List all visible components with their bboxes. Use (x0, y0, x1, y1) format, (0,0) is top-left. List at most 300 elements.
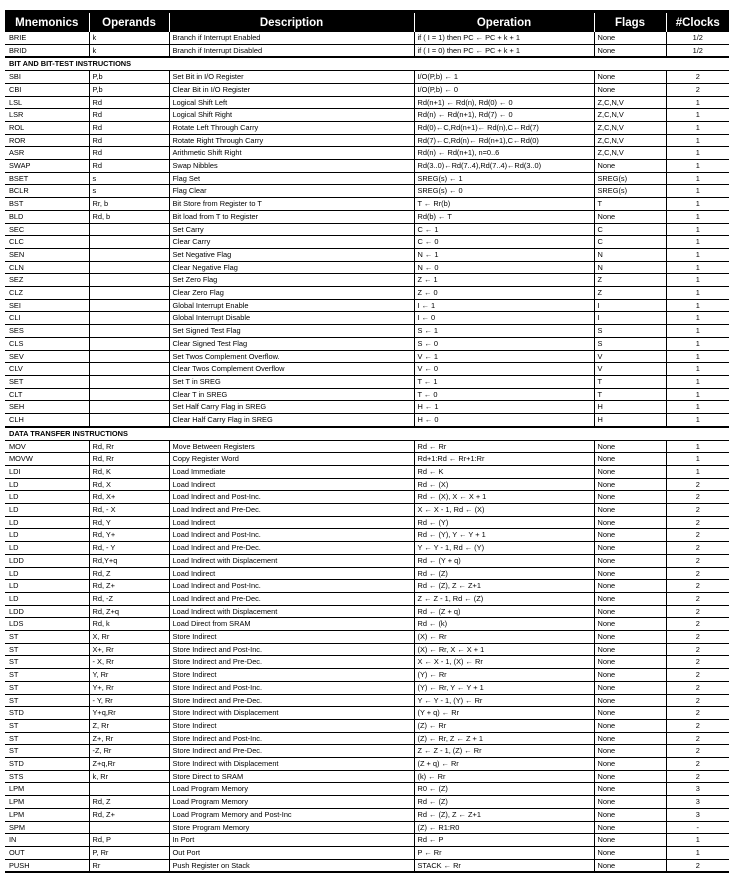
table-row (5, 388, 729, 401)
description-cell: Arithmetic Shift Right (169, 147, 414, 160)
flags-cell: None (594, 529, 666, 542)
table-row (5, 350, 729, 363)
flags-cell: None (594, 160, 666, 173)
flags-cell: None (594, 656, 666, 669)
operation-cell: (X) ← Rr, X ← X + 1 (414, 643, 594, 656)
flags-cell: None (594, 542, 666, 555)
flags-cell: None (594, 83, 666, 96)
operands-cell (89, 414, 169, 427)
operation-cell: Rd ← (Y), Y ← Y + 1 (414, 529, 594, 542)
table-row (5, 707, 729, 720)
operation-cell: (Z + q) ← Rr (414, 758, 594, 771)
flags-cell: I (594, 299, 666, 312)
clocks-cell: 1 (666, 388, 729, 401)
description-cell: Load Program Memory and Post-Inc (169, 808, 414, 821)
operation-cell: I/O(P,b) ← 0 (414, 83, 594, 96)
operands-cell: s (89, 172, 169, 185)
operands-cell: Rd (89, 121, 169, 134)
description-cell: Store Indirect (169, 669, 414, 682)
flags-cell: None (594, 631, 666, 644)
description-cell: Store Direct to SRAM (169, 770, 414, 783)
operation-cell: I ← 0 (414, 312, 594, 325)
flags-cell: None (594, 478, 666, 491)
table-row (5, 172, 729, 185)
mnemonic-cell: SWAP (5, 160, 89, 173)
description-cell: Clear Bit in I/O Register (169, 83, 414, 96)
description-cell: Store Indirect with Displacement (169, 707, 414, 720)
description-cell: Clear Zero Flag (169, 287, 414, 300)
operation-cell: (Z) ← Rr, Z ← Z + 1 (414, 732, 594, 745)
description-cell: Load Indirect and Pre-Dec. (169, 504, 414, 517)
description-cell: Logical Shift Right (169, 109, 414, 122)
operands-cell (89, 299, 169, 312)
mnemonic-cell: ASR (5, 147, 89, 160)
clocks-cell: 1 (666, 210, 729, 223)
operands-cell (89, 821, 169, 834)
operation-cell: S ← 1 (414, 325, 594, 338)
mnemonic-cell: CLC (5, 236, 89, 249)
operands-cell: Rd, -Z (89, 592, 169, 605)
description-cell: Logical Shift Left (169, 96, 414, 109)
table-row (5, 618, 729, 631)
mnemonic-cell: ST (5, 745, 89, 758)
description-cell: Store Indirect and Pre-Dec. (169, 694, 414, 707)
flags-cell: Z (594, 274, 666, 287)
operation-cell: (k) ← Rr (414, 770, 594, 783)
table-row (5, 109, 729, 122)
description-cell: Flag Set (169, 172, 414, 185)
table-row (5, 375, 729, 388)
table-row (5, 185, 729, 198)
table-row (5, 834, 729, 847)
clocks-cell: 1 (666, 363, 729, 376)
clocks-cell: 2 (666, 669, 729, 682)
mnemonic-cell: LD (5, 491, 89, 504)
description-cell: Set Negative Flag (169, 248, 414, 261)
table-row (5, 414, 729, 427)
description-cell: Clear Twos Complement Overflow (169, 363, 414, 376)
description-cell: Set Bit in I/O Register (169, 71, 414, 84)
description-cell: Store Indirect and Post-Inc. (169, 681, 414, 694)
operation-cell: T ← Rr(b) (414, 198, 594, 211)
mnemonic-cell: STD (5, 707, 89, 720)
clocks-cell: 3 (666, 783, 729, 796)
clocks-cell: 1 (666, 453, 729, 466)
operands-cell: Z+q,Rr (89, 758, 169, 771)
description-cell: Load Indirect with Displacement (169, 605, 414, 618)
mnemonic-cell: ST (5, 732, 89, 745)
clocks-cell: 1 (666, 375, 729, 388)
table-row (5, 580, 729, 593)
operation-cell: Z ← 1 (414, 274, 594, 287)
flags-cell: None (594, 605, 666, 618)
header-description: Description (169, 12, 414, 33)
flags-cell: None (594, 210, 666, 223)
table-row (5, 32, 729, 44)
flags-cell: None (594, 32, 666, 44)
description-cell: Push Register on Stack (169, 859, 414, 872)
flags-cell: H (594, 414, 666, 427)
header-row (5, 12, 729, 33)
clocks-cell: 2 (666, 83, 729, 96)
clocks-cell: - (666, 821, 729, 834)
description-cell: Move Between Registers (169, 440, 414, 453)
operands-cell: k, Rr (89, 770, 169, 783)
operands-cell: -Z, Rr (89, 745, 169, 758)
flags-cell: None (594, 745, 666, 758)
operands-cell (89, 223, 169, 236)
flags-cell: None (594, 669, 666, 682)
flags-cell: None (594, 821, 666, 834)
mnemonic-cell: SEV (5, 350, 89, 363)
table-row (5, 363, 729, 376)
clocks-cell: 3 (666, 808, 729, 821)
mnemonic-cell: LPM (5, 783, 89, 796)
mnemonic-cell: SBI (5, 71, 89, 84)
description-cell: Set Twos Complement Overflow. (169, 350, 414, 363)
operands-cell: Rd, P (89, 834, 169, 847)
mnemonic-cell: CBI (5, 83, 89, 96)
operation-cell: P ← Rr (414, 847, 594, 860)
mnemonic-cell: OUT (5, 847, 89, 860)
flags-cell: None (594, 465, 666, 478)
flags-cell: None (594, 580, 666, 593)
operation-cell: Rd ← K (414, 465, 594, 478)
description-cell: Swap Nibbles (169, 160, 414, 173)
operation-cell: N ← 1 (414, 248, 594, 261)
table-row (5, 261, 729, 274)
operation-cell: Rd ← (X) (414, 478, 594, 491)
mnemonic-cell: BRIE (5, 32, 89, 44)
header-operation: Operation (414, 12, 594, 33)
flags-cell: None (594, 618, 666, 631)
table-row (5, 643, 729, 656)
operands-cell: Rd, Z (89, 796, 169, 809)
operands-cell (89, 388, 169, 401)
table-row (5, 198, 729, 211)
operands-cell (89, 287, 169, 300)
mnemonic-cell: SPM (5, 821, 89, 834)
description-cell: Out Port (169, 847, 414, 860)
operation-cell: Rd(3..0)←Rd(7..4),Rd(7..4)←Rd(3..0) (414, 160, 594, 173)
section-title: DATA TRANSFER INSTRUCTIONS (5, 427, 729, 440)
description-cell: Clear Signed Test Flag (169, 337, 414, 350)
flags-cell: None (594, 719, 666, 732)
table-row (5, 465, 729, 478)
header-operands: Operands (89, 12, 169, 33)
description-cell: Load Indirect and Pre-Dec. (169, 542, 414, 555)
operation-cell: I ← 1 (414, 299, 594, 312)
operation-cell: SREG(s) ← 1 (414, 172, 594, 185)
flags-cell: None (594, 453, 666, 466)
operation-cell: Rd ← (k) (414, 618, 594, 631)
mnemonic-cell: SEI (5, 299, 89, 312)
operation-cell: Rd ← (X), X ← X + 1 (414, 491, 594, 504)
description-cell: Load Indirect (169, 516, 414, 529)
clocks-cell: 2 (666, 656, 729, 669)
clocks-cell: 2 (666, 567, 729, 580)
table-row (5, 732, 729, 745)
flags-cell: None (594, 643, 666, 656)
instruction-set-table-container (5, 10, 729, 873)
description-cell: Branch if Interrupt Disabled (169, 44, 414, 57)
clocks-cell: 1 (666, 465, 729, 478)
table-row (5, 274, 729, 287)
clocks-cell: 1 (666, 147, 729, 160)
operands-cell: Rd, Z+ (89, 580, 169, 593)
flags-cell: None (594, 796, 666, 809)
description-cell: Load Indirect (169, 478, 414, 491)
operation-cell: H ← 1 (414, 401, 594, 414)
mnemonic-cell: SES (5, 325, 89, 338)
description-cell: Load Program Memory (169, 783, 414, 796)
clocks-cell: 2 (666, 631, 729, 644)
operands-cell (89, 261, 169, 274)
description-cell: Clear Negative Flag (169, 261, 414, 274)
description-cell: Global Interrupt Disable (169, 312, 414, 325)
clocks-cell: 2 (666, 592, 729, 605)
operands-cell (89, 363, 169, 376)
operation-cell: S ← 0 (414, 337, 594, 350)
header-mnemonics: Mnemonics (5, 12, 89, 33)
table-row (5, 592, 729, 605)
flags-cell: H (594, 401, 666, 414)
clocks-cell: 2 (666, 529, 729, 542)
operands-cell: Rr, b (89, 198, 169, 211)
operation-cell: Rd ← (Z) (414, 796, 594, 809)
table-row (5, 134, 729, 147)
table-row (5, 210, 729, 223)
description-cell: Bit load from T to Register (169, 210, 414, 223)
description-cell: In Port (169, 834, 414, 847)
operation-cell: Rd ← P (414, 834, 594, 847)
operands-cell (89, 337, 169, 350)
operation-cell: C ← 1 (414, 223, 594, 236)
table-row (5, 631, 729, 644)
operands-cell: Rd, - X (89, 504, 169, 517)
description-cell: Store Program Memory (169, 821, 414, 834)
operands-cell (89, 783, 169, 796)
operation-cell: N ← 0 (414, 261, 594, 274)
table-row (5, 758, 729, 771)
table-row (5, 567, 729, 580)
description-cell: Branch if Interrupt Enabled (169, 32, 414, 44)
operation-cell: Rd ← (Z + q) (414, 605, 594, 618)
clocks-cell: 1 (666, 401, 729, 414)
clocks-cell: 2 (666, 719, 729, 732)
mnemonic-cell: ROR (5, 134, 89, 147)
operation-cell: Rd ← (Y) (414, 516, 594, 529)
operation-cell: I/O(P,b) ← 1 (414, 71, 594, 84)
operation-cell: Rd(n+1) ← Rd(n), Rd(0) ← 0 (414, 96, 594, 109)
operands-cell: Rd (89, 147, 169, 160)
operands-cell: Rd, X+ (89, 491, 169, 504)
operation-cell: if ( I = 1) then PC ← PC + k + 1 (414, 32, 594, 44)
mnemonic-cell: BCLR (5, 185, 89, 198)
table-row (5, 440, 729, 453)
mnemonic-cell: SET (5, 375, 89, 388)
mnemonic-cell: IN (5, 834, 89, 847)
table-row (5, 554, 729, 567)
flags-cell: None (594, 859, 666, 872)
table-row (5, 453, 729, 466)
table-row (5, 516, 729, 529)
clocks-cell: 1 (666, 274, 729, 287)
description-cell: Copy Register Word (169, 453, 414, 466)
description-cell: Load Indirect and Pre-Dec. (169, 592, 414, 605)
mnemonic-cell: ST (5, 656, 89, 669)
description-cell: Set T in SREG (169, 375, 414, 388)
flags-cell: Z (594, 287, 666, 300)
mnemonic-cell: CLI (5, 312, 89, 325)
table-row (5, 287, 729, 300)
table-row (5, 542, 729, 555)
operands-cell: X, Rr (89, 631, 169, 644)
operation-cell: Rd+1:Rd ← Rr+1:Rr (414, 453, 594, 466)
operation-cell: T ← 1 (414, 375, 594, 388)
operation-cell: Rd ← (Z), Z ← Z+1 (414, 808, 594, 821)
table-row (5, 325, 729, 338)
description-cell: Clear Carry (169, 236, 414, 249)
clocks-cell: 1 (666, 248, 729, 261)
clocks-cell: 1 (666, 236, 729, 249)
description-cell: Clear Half Carry Flag in SREG (169, 414, 414, 427)
operands-cell: Rd (89, 160, 169, 173)
operands-cell: Y, Rr (89, 669, 169, 682)
operands-cell: Rd, Z (89, 567, 169, 580)
table-row (5, 44, 729, 57)
description-cell: Store Indirect (169, 631, 414, 644)
mnemonic-cell: LSR (5, 109, 89, 122)
mnemonic-cell: LDD (5, 554, 89, 567)
mnemonic-cell: LD (5, 542, 89, 555)
description-cell: Store Indirect (169, 719, 414, 732)
flags-cell: None (594, 554, 666, 567)
operands-cell: Rr (89, 859, 169, 872)
clocks-cell: 2 (666, 605, 729, 618)
operands-cell: Rd, Rr (89, 453, 169, 466)
flags-cell: None (594, 847, 666, 860)
operation-cell: Rd(n) ← Rd(n+1), Rd(7) ← 0 (414, 109, 594, 122)
flags-cell: C (594, 223, 666, 236)
mnemonic-cell: LD (5, 504, 89, 517)
operation-cell: if ( I = 0) then PC ← PC + k + 1 (414, 44, 594, 57)
operands-cell: Rd, Z+ (89, 808, 169, 821)
operands-cell: Rd (89, 96, 169, 109)
table-row (5, 783, 729, 796)
description-cell: Set Signed Test Flag (169, 325, 414, 338)
flags-cell: Z,C,N,V (594, 121, 666, 134)
mnemonic-cell: SEC (5, 223, 89, 236)
section-header-row (5, 57, 729, 70)
operands-cell: s (89, 185, 169, 198)
mnemonic-cell: LD (5, 529, 89, 542)
operation-cell: Z ← Z - 1, (Z) ← Rr (414, 745, 594, 758)
mnemonic-cell: CLH (5, 414, 89, 427)
flags-cell: T (594, 388, 666, 401)
operands-cell: Rd, Z+q (89, 605, 169, 618)
flags-cell: Z,C,N,V (594, 96, 666, 109)
clocks-cell: 2 (666, 478, 729, 491)
mnemonic-cell: SEZ (5, 274, 89, 287)
mnemonic-cell: CLV (5, 363, 89, 376)
description-cell: Set Carry (169, 223, 414, 236)
operation-cell: (X) ← Rr (414, 631, 594, 644)
operation-cell: Rd ← (Z), Z ← Z+1 (414, 580, 594, 593)
clocks-cell: 2 (666, 504, 729, 517)
table-row (5, 121, 729, 134)
operands-cell: Rd,Y+q (89, 554, 169, 567)
operands-cell: Rd, Y+ (89, 529, 169, 542)
clocks-cell: 2 (666, 542, 729, 555)
description-cell: Store Indirect and Pre-Dec. (169, 745, 414, 758)
table-row (5, 681, 729, 694)
mnemonic-cell: ST (5, 681, 89, 694)
mnemonic-cell: LPM (5, 796, 89, 809)
operation-cell: Y ← Y - 1, Rd ← (Y) (414, 542, 594, 555)
mnemonic-cell: SEH (5, 401, 89, 414)
table-row (5, 656, 729, 669)
mnemonic-cell: BST (5, 198, 89, 211)
description-cell: Load Indirect and Post-Inc. (169, 491, 414, 504)
mnemonic-cell: STS (5, 770, 89, 783)
description-cell: Set Half Carry Flag in SREG (169, 401, 414, 414)
mnemonic-cell: LD (5, 478, 89, 491)
description-cell: Store Indirect and Post-Inc. (169, 643, 414, 656)
table-row (5, 719, 729, 732)
mnemonic-cell: ST (5, 719, 89, 732)
operation-cell: STACK ← Rr (414, 859, 594, 872)
flags-cell: None (594, 504, 666, 517)
mnemonic-cell: BRID (5, 44, 89, 57)
operands-cell: k (89, 32, 169, 44)
description-cell: Load Indirect and Post-Inc. (169, 580, 414, 593)
table-row (5, 669, 729, 682)
mnemonic-cell: LD (5, 592, 89, 605)
flags-cell: None (594, 567, 666, 580)
table-row (5, 808, 729, 821)
operands-cell: Rd, k (89, 618, 169, 631)
operation-cell: Z ← 0 (414, 287, 594, 300)
flags-cell: None (594, 732, 666, 745)
operands-cell: Rd, Y (89, 516, 169, 529)
flags-cell: V (594, 363, 666, 376)
clocks-cell: 1 (666, 287, 729, 300)
operands-cell: Rd, Rr (89, 440, 169, 453)
flags-cell: T (594, 198, 666, 211)
clocks-cell: 1 (666, 440, 729, 453)
clocks-cell: 1 (666, 834, 729, 847)
operands-cell (89, 248, 169, 261)
mnemonic-cell: STD (5, 758, 89, 771)
clocks-cell: 1 (666, 198, 729, 211)
description-cell: Global Interrupt Enable (169, 299, 414, 312)
description-cell: Flag Clear (169, 185, 414, 198)
operation-cell: Rd ← (Z) (414, 567, 594, 580)
flags-cell: C (594, 236, 666, 249)
clocks-cell: 2 (666, 732, 729, 745)
table-row (5, 147, 729, 160)
operands-cell: Rd, b (89, 210, 169, 223)
description-cell: Set Zero Flag (169, 274, 414, 287)
description-cell: Bit Store from Register to T (169, 198, 414, 211)
clocks-cell: 1 (666, 96, 729, 109)
instruction-set-table (5, 10, 729, 873)
description-cell: Rotate Right Through Carry (169, 134, 414, 147)
operands-cell: Rd (89, 109, 169, 122)
operands-cell: P, Rr (89, 847, 169, 860)
table-row (5, 401, 729, 414)
